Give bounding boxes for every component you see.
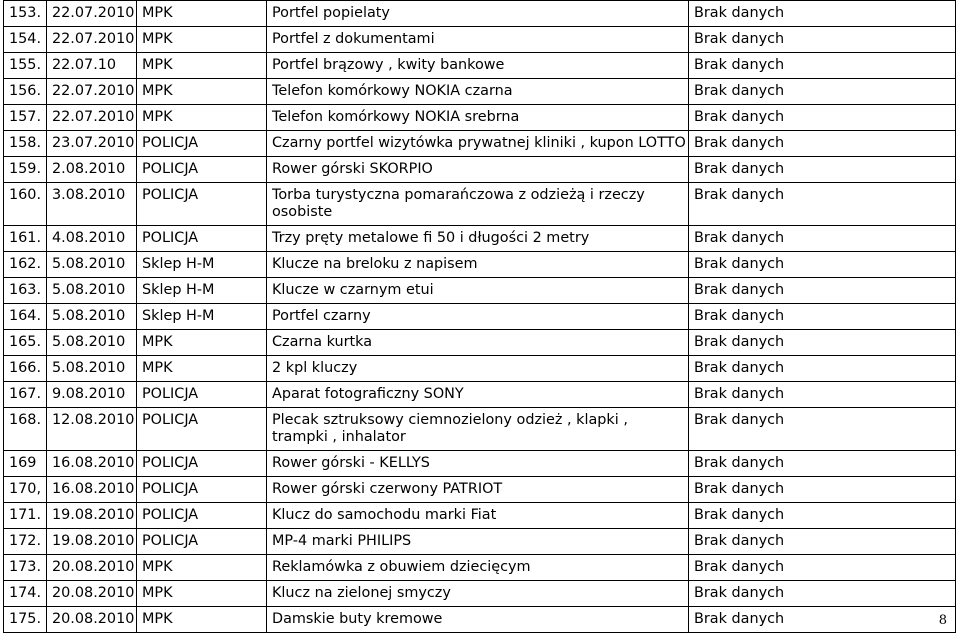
status-cell: Brak danych — [689, 581, 956, 607]
date-cell: 23.07.2010 — [47, 131, 137, 157]
table-row — [4, 529, 956, 555]
date-cell: 22.07.2010 — [47, 79, 137, 105]
table-row — [4, 278, 956, 304]
date-cell: 22.07.2010 — [47, 27, 137, 53]
item-description-cell: Damskie buty kremowe — [267, 607, 689, 633]
table-row — [4, 581, 956, 607]
source-cell: POLICJA — [137, 157, 267, 183]
row-number-cell: 161. — [4, 226, 47, 252]
status-cell: Brak danych — [689, 252, 956, 278]
source-cell: POLICJA — [137, 529, 267, 555]
status-cell: Brak danych — [689, 408, 956, 451]
source-cell: POLICJA — [137, 382, 267, 408]
status-cell: Brak danych — [689, 555, 956, 581]
row-number-cell: 174. — [4, 581, 47, 607]
item-description-cell: Rower górski - KELLYS — [267, 451, 689, 477]
date-cell: 5.08.2010 — [47, 304, 137, 330]
row-number-cell: 163. — [4, 278, 47, 304]
table-row — [4, 252, 956, 278]
item-description-cell: MP-4 marki PHILIPS — [267, 529, 689, 555]
table-row — [4, 304, 956, 330]
status-cell: Brak danych — [689, 183, 956, 226]
status-cell: Brak danych — [689, 105, 956, 131]
table-row — [4, 330, 956, 356]
lost-items-table — [3, 0, 956, 633]
source-cell: MPK — [137, 105, 267, 131]
item-description-cell: Klucze na breloku z napisem — [267, 252, 689, 278]
source-cell: MPK — [137, 53, 267, 79]
status-cell: Brak danych — [689, 382, 956, 408]
status-cell: Brak danych — [689, 304, 956, 330]
status-cell: Brak danych — [689, 226, 956, 252]
date-cell: 16.08.2010 — [47, 451, 137, 477]
row-number-cell: 158. — [4, 131, 47, 157]
source-cell: Sklep H-M — [137, 278, 267, 304]
table-row — [4, 226, 956, 252]
table-row — [4, 183, 956, 226]
row-number-cell: 171. — [4, 503, 47, 529]
item-description-cell: Portfel czarny — [267, 304, 689, 330]
date-cell: 20.08.2010 — [47, 581, 137, 607]
date-cell: 5.08.2010 — [47, 356, 137, 382]
date-cell: 16.08.2010 — [47, 477, 137, 503]
item-description-cell: Reklamówka z obuwiem dziecięcym — [267, 555, 689, 581]
source-cell: POLICJA — [137, 226, 267, 252]
status-cell: Brak danych — [689, 53, 956, 79]
table-row — [4, 356, 956, 382]
item-description-cell: Klucze w czarnym etui — [267, 278, 689, 304]
date-cell: 20.08.2010 — [47, 607, 137, 633]
date-cell: 2.08.2010 — [47, 157, 137, 183]
table-row — [4, 79, 956, 105]
source-cell: MPK — [137, 356, 267, 382]
status-cell: Brak danych — [689, 157, 956, 183]
item-description-cell: Rower górski SKORPIO — [267, 157, 689, 183]
item-description-cell: Portfel z dokumentami — [267, 27, 689, 53]
source-cell: MPK — [137, 607, 267, 633]
source-cell: POLICJA — [137, 183, 267, 226]
item-description-cell: Aparat fotograficzny SONY — [267, 382, 689, 408]
source-cell: POLICJA — [137, 451, 267, 477]
row-number-cell: 173. — [4, 555, 47, 581]
row-number-cell: 154. — [4, 27, 47, 53]
source-cell: MPK — [137, 79, 267, 105]
status-cell: Brak danych — [689, 1, 956, 27]
table-row — [4, 53, 956, 79]
status-cell: Brak danych — [689, 477, 956, 503]
status-cell: Brak danych — [689, 503, 956, 529]
table-row — [4, 157, 956, 183]
source-cell: POLICJA — [137, 408, 267, 451]
source-cell: MPK — [137, 555, 267, 581]
status-cell: Brak danych — [689, 330, 956, 356]
row-number-cell: 156. — [4, 79, 47, 105]
status-cell: Brak danych — [689, 27, 956, 53]
date-cell: 3.08.2010 — [47, 183, 137, 226]
item-description-cell: Telefon komórkowy NOKIA czarna — [267, 79, 689, 105]
status-cell: Brak danych — [689, 79, 956, 105]
source-cell: Sklep H-M — [137, 304, 267, 330]
table-row — [4, 408, 956, 451]
status-cell: Brak danych — [689, 607, 956, 633]
item-description-cell: Rower górski czerwony PATRIOT — [267, 477, 689, 503]
row-number-cell: 169 — [4, 451, 47, 477]
date-cell: 5.08.2010 — [47, 330, 137, 356]
table-row — [4, 1, 956, 27]
source-cell: Sklep H-M — [137, 252, 267, 278]
table-row — [4, 607, 956, 633]
table-row — [4, 451, 956, 477]
source-cell: POLICJA — [137, 503, 267, 529]
table-row — [4, 555, 956, 581]
row-number-cell: 159. — [4, 157, 47, 183]
date-cell: 12.08.2010 — [47, 408, 137, 451]
date-cell: 20.08.2010 — [47, 555, 137, 581]
item-description-cell: Plecak sztruksowy ciemnozielony odzież , klapki , trampki , inhalator — [267, 408, 689, 451]
row-number-cell: 167. — [4, 382, 47, 408]
source-cell: MPK — [137, 581, 267, 607]
row-number-cell: 164. — [4, 304, 47, 330]
item-description-cell: Klucz do samochodu marki Fiat — [267, 503, 689, 529]
status-cell: Brak danych — [689, 278, 956, 304]
table-row — [4, 503, 956, 529]
row-number-cell: 170, — [4, 477, 47, 503]
source-cell: MPK — [137, 27, 267, 53]
page-number: 8 — [938, 613, 947, 628]
date-cell: 22.07.10 — [47, 53, 137, 79]
table-row — [4, 382, 956, 408]
table-row — [4, 27, 956, 53]
row-number-cell: 157. — [4, 105, 47, 131]
row-number-cell: 172. — [4, 529, 47, 555]
date-cell: 5.08.2010 — [47, 278, 137, 304]
date-cell: 22.07.2010 — [47, 105, 137, 131]
date-cell: 9.08.2010 — [47, 382, 137, 408]
item-description-cell: Portfel popielaty — [267, 1, 689, 27]
row-number-cell: 165. — [4, 330, 47, 356]
item-description-cell: Trzy pręty metalowe fi 50 i długości 2 metry — [267, 226, 689, 252]
row-number-cell: 153. — [4, 1, 47, 27]
table-row — [4, 131, 956, 157]
source-cell: POLICJA — [137, 477, 267, 503]
item-description-cell: Torba turystyczna pomarańczowa z odzieżą i rzeczy osobiste — [267, 183, 689, 226]
source-cell: MPK — [137, 1, 267, 27]
row-number-cell: 175. — [4, 607, 47, 633]
row-number-cell: 155. — [4, 53, 47, 79]
date-cell: 22.07.2010 — [47, 1, 137, 27]
item-description-cell: Portfel brązowy , kwity bankowe — [267, 53, 689, 79]
item-description-cell: 2 kpl kluczy — [267, 356, 689, 382]
date-cell: 19.08.2010 — [47, 529, 137, 555]
row-number-cell: 160. — [4, 183, 47, 226]
row-number-cell: 162. — [4, 252, 47, 278]
item-description-cell: Klucz na zielonej smyczy — [267, 581, 689, 607]
source-cell: MPK — [137, 330, 267, 356]
item-description-cell: Czarna kurtka — [267, 330, 689, 356]
status-cell: Brak danych — [689, 356, 956, 382]
item-description-cell: Czarny portfel wizytówka prywatnej kliniki , kupon LOTTO — [267, 131, 689, 157]
status-cell: Brak danych — [689, 131, 956, 157]
table-row — [4, 477, 956, 503]
status-cell: Brak danych — [689, 529, 956, 555]
date-cell: 4.08.2010 — [47, 226, 137, 252]
source-cell: POLICJA — [137, 131, 267, 157]
date-cell: 5.08.2010 — [47, 252, 137, 278]
status-cell: Brak danych — [689, 451, 956, 477]
row-number-cell: 168. — [4, 408, 47, 451]
table-body — [4, 1, 956, 633]
row-number-cell: 166. — [4, 356, 47, 382]
item-description-cell: Telefon komórkowy NOKIA srebrna — [267, 105, 689, 131]
table-row — [4, 105, 956, 131]
date-cell: 19.08.2010 — [47, 503, 137, 529]
